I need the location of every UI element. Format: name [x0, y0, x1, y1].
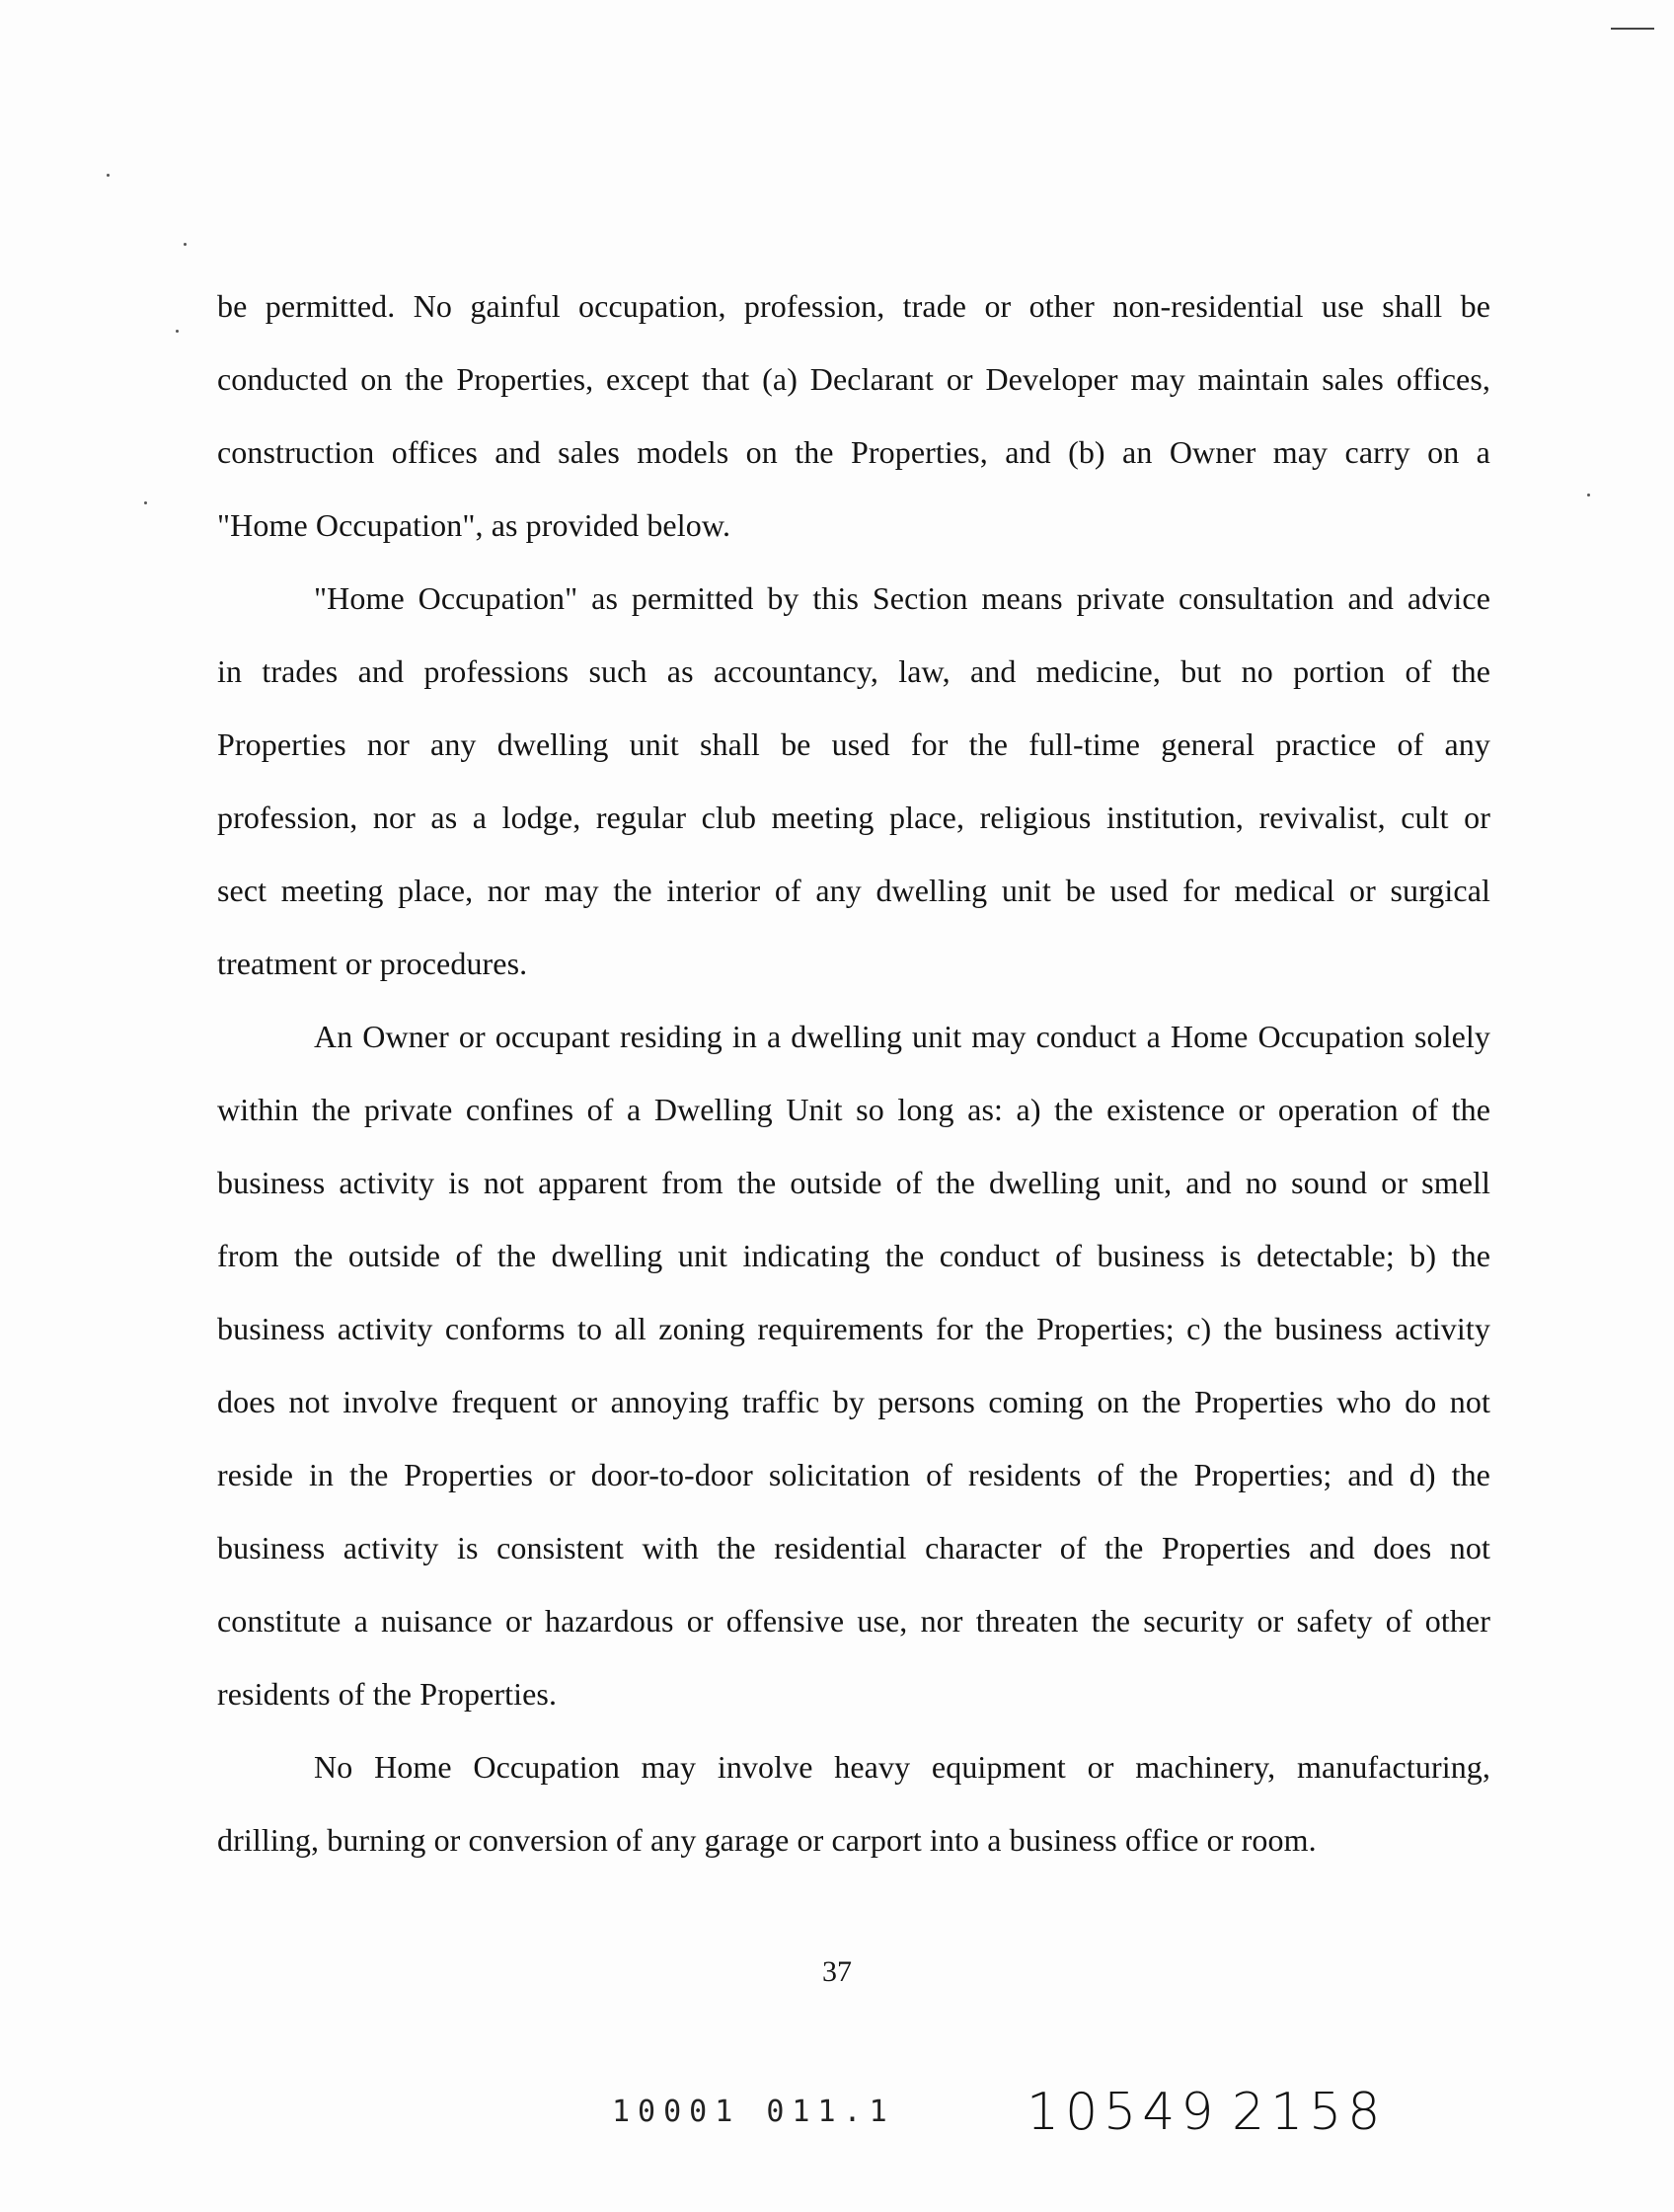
scan-speck [144, 501, 147, 504]
body-text-line: in trades and professions such as accountancy, law, and medicine, but no portion of the [217, 653, 1490, 689]
body-text-line: does not involve frequent or annoying traffic by persons coming on the Properties who do not [217, 1384, 1490, 1419]
body-text-line: drilling, burning or conversion of any garage or carport into a business office or room. [217, 1822, 1317, 1858]
body-text-line: business activity is not apparent from the outside of the dwelling unit, and no sound or smell [217, 1165, 1490, 1200]
body-text-line: An Owner or occupant residing in a dwelling unit may conduct a Home Occupation solely [314, 1019, 1490, 1054]
body-text-line: be permitted. No gainful occupation, profession, trade or other non-residential use shall be [217, 288, 1490, 324]
body-text-line: business activity is consistent with the residential character of the Properties and does not [217, 1530, 1490, 1565]
scan-speck [184, 243, 187, 246]
scan-corner-mark [1611, 28, 1654, 30]
body-text-line: Properties nor any dwelling unit shall be used for the full-time general practice of any [217, 726, 1490, 762]
body-text-line: "Home Occupation" as permitted by this Section means private consultation and advice [314, 580, 1490, 616]
body-text-line: within the private confines of a Dwelling Unit so long as: a) the existence or operation of the [217, 1092, 1490, 1127]
body-text-line: conducted on the Properties, except that (a) Declarant or Developer may maintain sales offices, [217, 361, 1490, 397]
body-text-line: treatment or procedures. [217, 946, 528, 981]
body-text-line: sect meeting place, nor may the interior of any dwelling unit be used for medical or surgical [217, 873, 1490, 908]
scan-speck [176, 330, 179, 333]
scan-speck [1587, 494, 1590, 496]
body-text-line: profession, nor as a lodge, regular club meeting place, religious institution, revivalist, cult or [217, 800, 1490, 835]
page-number: 37 [822, 1955, 852, 1988]
body-text-line: "Home Occupation", as provided below. [217, 507, 731, 543]
body-text-line: from the outside of the dwelling unit indicating the conduct of business is detectable; b) the [217, 1238, 1490, 1273]
scan-speck [107, 174, 110, 177]
body-text-line: constitute a nuisance or hazardous or offensive use, nor threaten the security or safety of other [217, 1603, 1490, 1639]
body-text-line: reside in the Properties or door-to-door solicitation of residents of the Properties; and d) the [217, 1457, 1490, 1492]
recording-stamp-faint: 10001 011.1 [612, 2095, 895, 2129]
recording-stamp-book: 10549 [1027, 2083, 1220, 2142]
body-text-line: No Home Occupation may involve heavy equipment or machinery, manufacturing, [314, 1749, 1490, 1785]
recording-stamp-page: 2158 [1232, 2083, 1387, 2142]
body-text-line: business activity conforms to all zoning requirements for the Properties; c) the business activity [217, 1311, 1490, 1346]
body-text-line: construction offices and sales models on the Properties, and (b) an Owner may carry on a [217, 434, 1490, 470]
body-text-line: residents of the Properties. [217, 1676, 558, 1712]
